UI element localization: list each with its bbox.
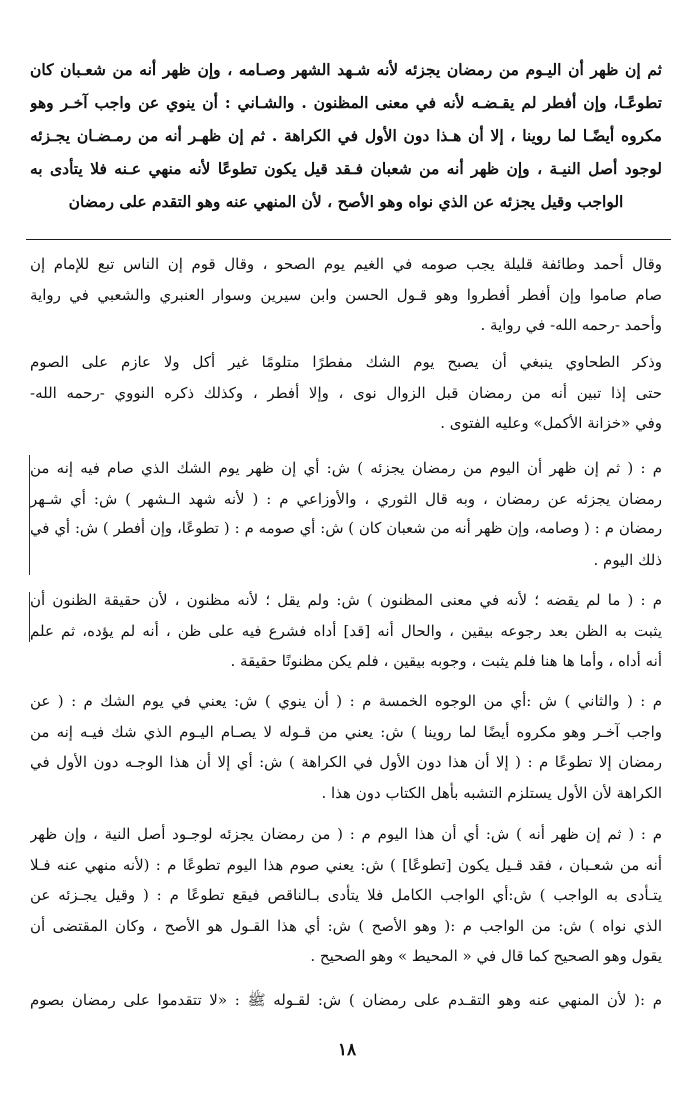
commentary-line: حتى إذا تبين أنه من رمضان قبل الزوال نوى ، وإلا أفطر ، وكذلك ذكره النووي -رحمه الله-: [30, 383, 662, 402]
commentary-paragraph: [30, 985, 662, 1016]
section-divider: [26, 239, 671, 240]
commentary-line: الكراهة لأن الأول يستلزم التشبه بأهل الكتاب دون هذا .: [321, 783, 662, 802]
margin-mark: [29, 592, 30, 642]
commentary-line: م :( لأن المنهي عنه وهو التقـدم على رمضان ) ش: لقـوله ﷺ : «لا تتقدموا على رمضان بصوم: [30, 991, 662, 1009]
commentary-line: أنه من شعـبان ، فقد قـيل يكون [تطوعًا] ) ش: يعني صوم هذا اليوم تطوعًا م : (لأنه منهي عنه فـلا: [30, 855, 662, 874]
commentary-line: وأحمد -رحمه الله- في رواية .: [480, 316, 662, 334]
commentary-line: رمضان إلا تطوعًا م : ( إلا أن هذا دون الأول في الكراهة ) ش: أي إلا أن هذا الوجـه دون الأول في: [30, 753, 662, 771]
commentary-paragraph: [30, 585, 662, 677]
main-text-line: تطوعًـا، وإن أفطر لم يقـضـه لأنه في معنى المظنون . والشـاني : أن ينوي عن واجب آخـر وهو: [30, 93, 662, 112]
commentary-line: وقال أحمد وطائفة قليلة يجب صومه في الغيم يوم الصحو ، وقال قوم إن الناس تبع للإمام إن: [30, 255, 662, 273]
commentary-line: م : ( والثاني ) ش :أي من الوجوه الخمسة م : ( أن ينوي ) ش: يعني في يوم الشك م : ( عن: [30, 692, 662, 710]
commentary-line: ذلك اليوم .: [593, 550, 662, 569]
commentary-paragraph: [30, 453, 662, 575]
commentary-paragraph: [30, 819, 662, 972]
main-text: [30, 53, 662, 218]
main-text-line: الواجب وقيل يجزئه عن الذي نواه وهو الأصح ، لأن المنهي عنه وهو التقدم على رمضان: [68, 192, 624, 211]
main-text-line: مكروه أيضًـا لما روينا ، إلا أن هـذا دون الأول في الكراهة . ثم إن ظهـر أنه من رمـضـان يجـزئه: [30, 126, 662, 145]
commentary-line: أنه أداه ، وأما ها هنا فلم يثبت ، وجوبه بيقين ، فلم يكن مظنونًا حقيقة .: [230, 652, 662, 670]
margin-mark: [29, 455, 30, 575]
main-text-line: لوجود أصل النيـة ، وإن ظهر أنه من شعبان فـقد قيل يكون تطوعًا لأنه منهي عـنه فلا يتأدى به: [30, 159, 662, 178]
commentary-line: م : ( ثم إن ظهر أن اليوم من رمضان يجزئه ) ش: أي إن ظهر يوم الشك الذي صام فيه إنه من: [30, 459, 662, 477]
commentary-line: وذكر الطحاوي ينبغي أن يصبح يوم الشك مفطرًا متلومًا غير أكل ولا عازم على الصوم: [30, 353, 662, 371]
commentary-line: م : ( ما لم يقضه ؛ لأنه في معنى المظنون ) ش: ولم يقل ؛ لأنه مظنون ، لأن حقيقة الظنون أن: [30, 591, 662, 609]
commentary-line: وفي «خزانة الأكمل» وعليه الفتوى .: [440, 414, 662, 432]
commentary-paragraph: [30, 249, 662, 341]
commentary-paragraph: [30, 686, 662, 808]
commentary-paragraph: [30, 347, 662, 439]
commentary-line: م : ( ثم إن ظهر أنه ) ش: أي أن هذا اليوم م : ( من رمضان يجزئه لوجـود أصل النية ، وإن ظهر: [30, 825, 662, 843]
main-text-line: ثم إن ظهر أن اليـوم من رمضان يجزئه لأنه شـهد الشهر وصـامه ، وإن ظهر أنه من شعـبان كان: [30, 60, 662, 79]
commentary-line: واجب آخـر وهو مكروه أيضًا لما روينا ) ش: يعني من قـوله لا يصـام اليـوم الذي شك فيـه إنه من: [30, 722, 662, 741]
commentary-line: رمضان م : ( وصامه، وإن ظهر أنه من شعبان كان ) ش: أي صومه م : ( تطوعًا، وإن أفطر ) ش: أي في: [30, 520, 662, 537]
page-number: ١٨: [337, 1040, 357, 1060]
commentary-line: صام صاموا وإن أفطر أفطروا وهو قـول الحسن وابن سيرين وسوار العنبري والشعبي في رواية: [30, 285, 662, 304]
commentary-line: الذي نواه ) ش: من الواجب م :( وهو الأصح ) ش: أي هذا القـول هو الأصح ، وكان المقتضى أن: [30, 916, 662, 935]
commentary-line: يتـأدى به الواجب ) ش:أي الواجب الكامل فلا يتأدى بـالناقص فيقع تطوعًا م : ( وقيل يجـزئه عن: [30, 886, 662, 904]
commentary-line: رمضان يجزئه عن رمضان ، وبه قال الثوري ، والأوزاعي م : ( لأنه شهد الـشهر ) ش: أي شـهر: [30, 489, 662, 508]
commentary-line: يثبت به الظن بعد رجوعه بيقين ، والحال أنه [قد] أداه فشرع فيه على ظن ، أنه لم يؤده، ثم علم: [30, 621, 662, 640]
commentary-line: يقول وهو الصحيح كما قال في « المحيط » وهو الصحيح .: [310, 947, 662, 965]
